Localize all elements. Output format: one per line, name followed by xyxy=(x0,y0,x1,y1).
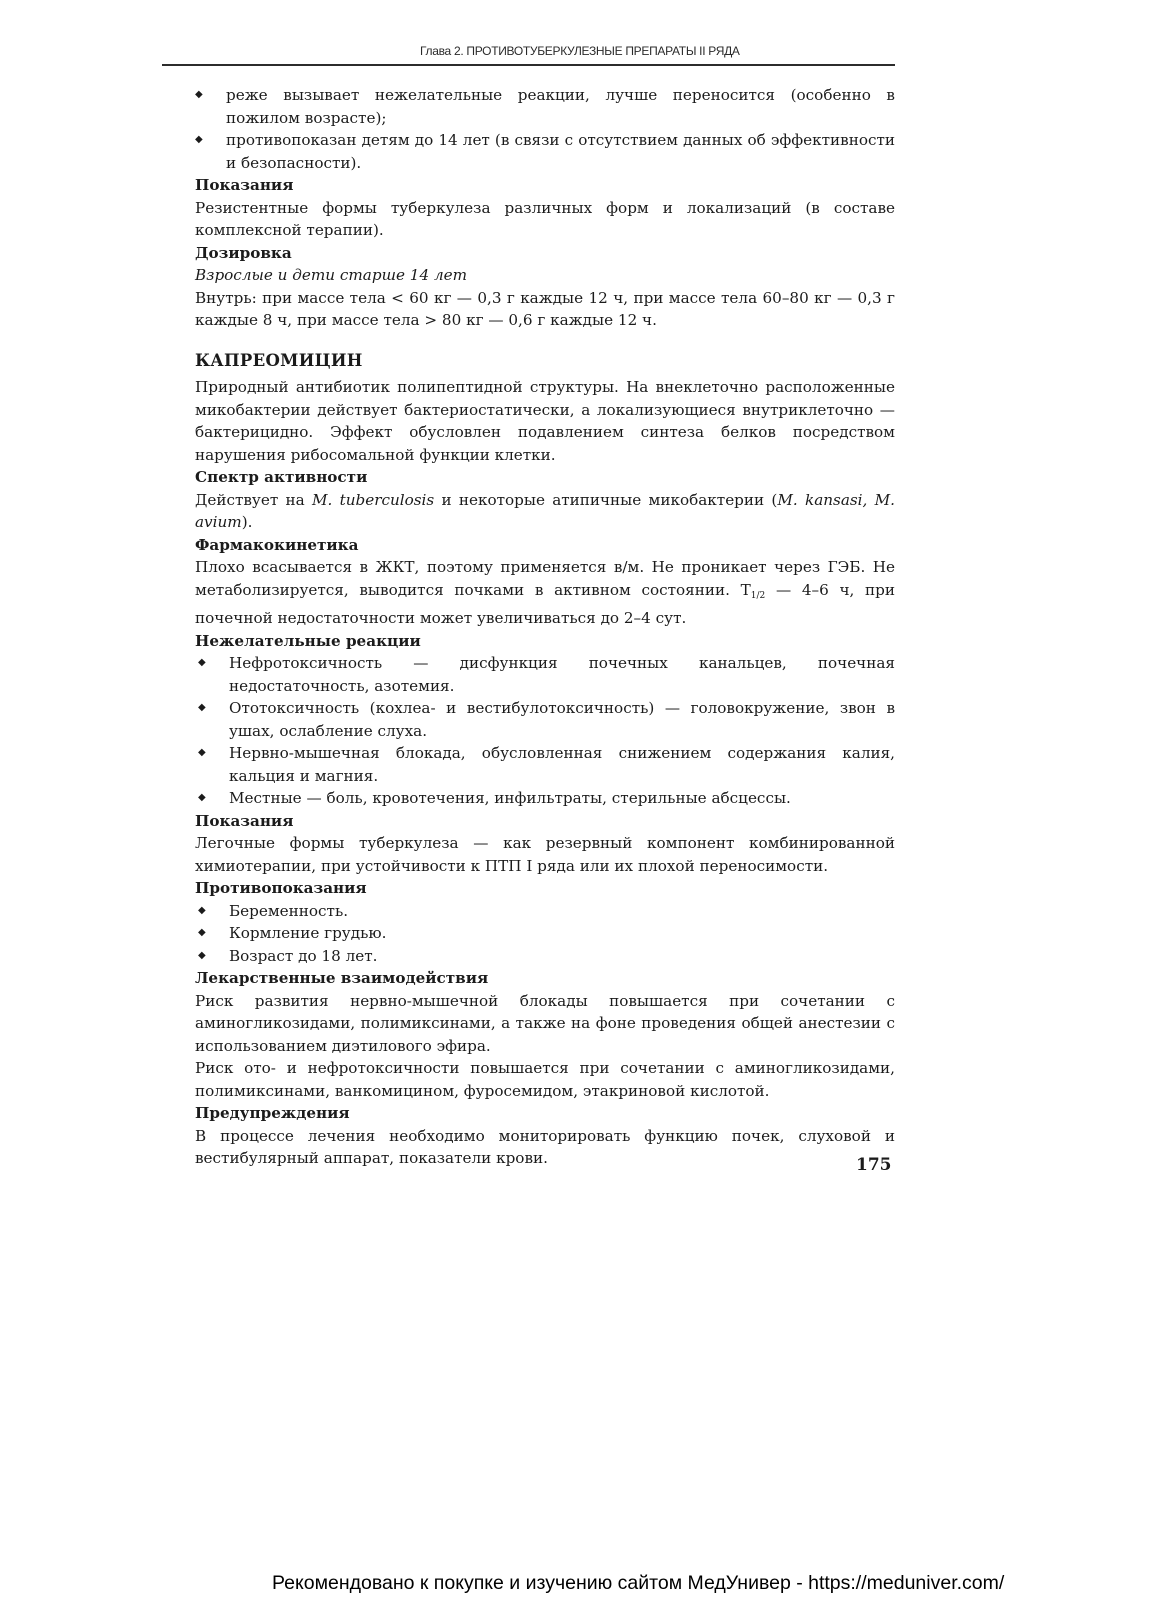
dosage-text: Внутрь: при массе тела < 60 кг — 0,3 г каждые 12 ч, при массе тела 60–80 кг — 0,3 г каждые 8 ч, при массе тела > 80 кг — 0,6 г каждые 12 ч. xyxy=(195,288,895,329)
list-item: ◆ Местные — боль, кровотечения, инфильтраты, стерильные абсцессы. xyxy=(195,787,895,810)
intro-bullet-list xyxy=(192,84,895,174)
indications-heading: Показания xyxy=(195,176,294,194)
bullet-icon: ◆ xyxy=(198,747,206,758)
contraindications-list xyxy=(195,900,895,968)
bullet-icon: ◆ xyxy=(198,949,206,961)
running-header: Глава 2. ПРОТИВОТУБЕРКУЛЕЗНЫЕ ПРЕПАРАТЫ II РЯДА xyxy=(420,44,740,58)
adverse-reactions-list xyxy=(195,652,895,810)
pharmacokinetics-heading: Фармакокинетика xyxy=(195,535,359,554)
drug-title: КАПРЕОМИЦИН xyxy=(195,350,363,370)
interactions-text-1: Риск развития нервно-мышечной блокады повышается при сочетании с аминогликозидами, полимиксинами, а также на фоне проведения общей анестезии с использованием диэтилового эфира. xyxy=(195,991,895,1055)
interactions-text-2: Риск ото- и нефротоксичности повышается при сочетании с аминогликозидами, полимиксинами, ванкомицином, фуросемидом, этакриновой кислотой. xyxy=(195,1059,895,1100)
dosage-heading: Дозировка xyxy=(195,243,292,262)
list-item: ◆ Ототоксичность (кохлеа- и вестибулотоксичность) — головокружение, звон в ушах, ослабление слуха. xyxy=(198,699,895,740)
page-content xyxy=(195,84,895,1170)
bullet-icon: ◆ xyxy=(198,792,206,803)
indications-heading: Показания xyxy=(195,811,294,830)
indications-text: Легочные формы туберкулеза — как резервный компонент комбинированной химиотерапии, при устойчивости к ПТП I ряда или их плохой переносимости. xyxy=(195,834,895,875)
indications-text: Резистентные формы туберкулеза различных форм и локализаций (в составе комплексной терапии). xyxy=(195,198,895,239)
bullet-icon: ◆ xyxy=(198,927,206,938)
page-number: 175 xyxy=(856,1155,892,1175)
drug-description: Природный антибиотик полипептидной структуры. На внеклеточно расположенные микобактерии действует бактериостатически, а локализующиеся внутриклеточно — бактерицидно. Эффект обусловлен подавлением синтеза белков посредством нарушения рибосомальной функции клетки. xyxy=(195,378,895,464)
spectrum-text: Действует на M. tuberculosis и некоторые атипичные микобактерии (M. kansasi, M. avium). xyxy=(195,490,895,531)
warnings-text: В процессе лечения необходимо мониторировать функцию почек, слуховой и вестибулярный аппарат, показатели крови. xyxy=(195,1126,895,1167)
adverse-reactions-heading: Нежелательные реакции xyxy=(195,631,421,650)
interactions-heading: Лекарственные взаимодействия xyxy=(195,969,489,987)
pharmacokinetics-text: Плохо всасывается в ЖКТ, поэтому применяется в/м. Не проникает через ГЭБ. Не метаболизируется, выводится почками в активном состоянии. $T_{1/2}$ — 4–6 ч, при почечной недостаточности может увеличиваться до 2–4 сут. xyxy=(195,558,895,627)
list-item: ◆ Возраст до 18 лет. xyxy=(195,945,895,968)
list-item: ◆ Беременность. xyxy=(195,900,895,923)
list-item: ◆ Кормление грудью. xyxy=(195,922,895,945)
header-divider xyxy=(162,64,895,66)
list-item: ◆ реже вызывает нежелательные реакции, лучше переносится (особенно в пожилом возрасте); xyxy=(195,86,895,127)
bullet-icon: ◆ xyxy=(198,702,206,713)
list-item: ◆ противопоказан детям до 14 лет (в связи с отсутствием данных об эффективности и безопасности). xyxy=(195,131,895,172)
bullet-icon: ◆ xyxy=(198,657,206,668)
bullet-icon: ◆ xyxy=(198,904,206,916)
warnings-heading: Предупреждения xyxy=(195,1104,350,1122)
contraindications-heading: Противопоказания xyxy=(195,879,367,897)
bullet-icon: ◆ xyxy=(195,134,203,145)
list-item: ◆ Нервно-мышечная блокада, обусловленная снижением содержания калия, кальция и магния. xyxy=(198,744,895,785)
footer-recommendation: Рекомендовано к покупке и изучению сайтом МедУнивер - https://meduniver.com/ xyxy=(272,1572,1005,1594)
list-item: ◆ Нефротоксичность — дисфункция почечных канальцев, почечная недостаточность, азотемия. xyxy=(198,654,895,695)
bullet-icon: ◆ xyxy=(195,89,203,100)
spectrum-heading: Спектр активности xyxy=(195,468,368,486)
dosage-group: Взрослые и дети старше 14 лет xyxy=(195,266,468,284)
